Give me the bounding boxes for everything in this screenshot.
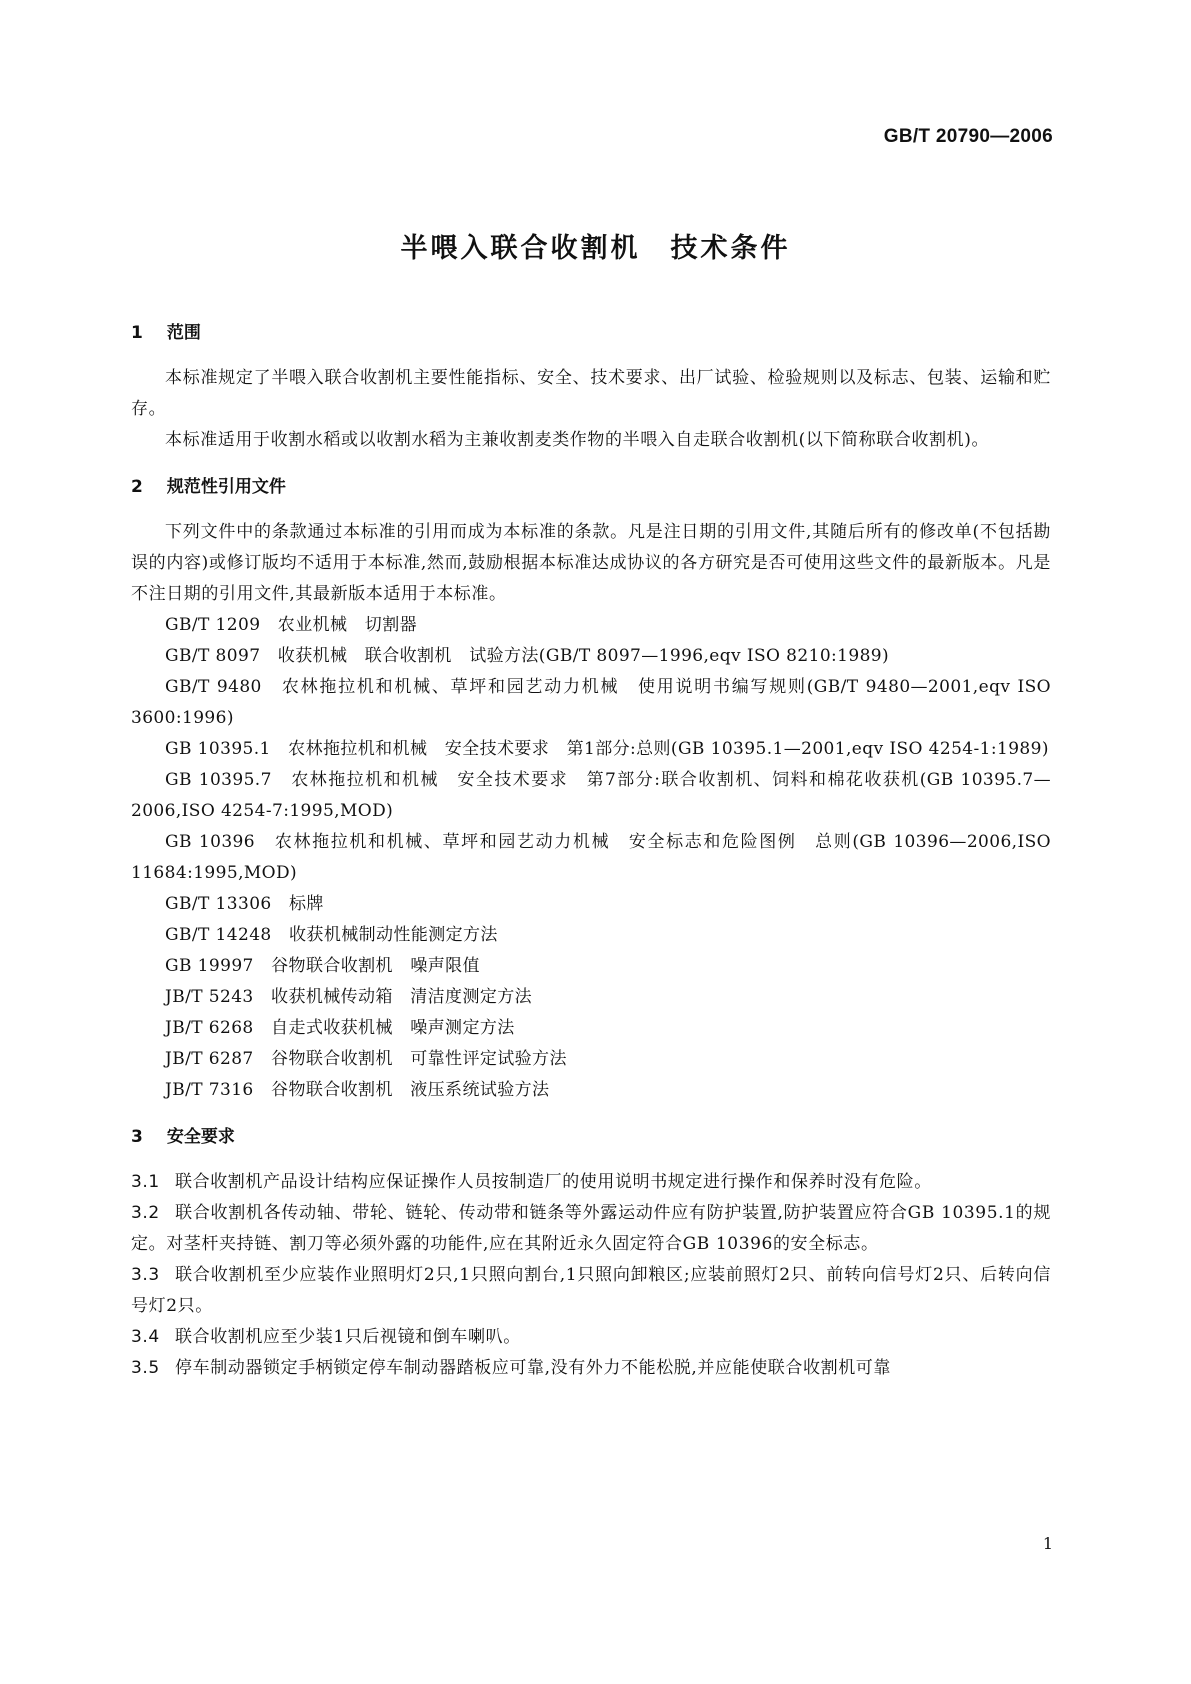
clause-3-4 xyxy=(131,1322,1051,1353)
scope-paragraph: 本标准规定了半喂入联合收割机主要性能指标、安全、技术要求、出厂试验、检验规则以及标志、包装、运输和贮存。 xyxy=(131,368,1051,419)
references-intro: 下列文件中的条款通过本标准的引用而成为本标准的条款。凡是注日期的引用文件,其随后所有的修改单(不包括勘误的内容)或修订版均不适用于本标准,然而,鼓励根据本标准达成协议的各方研究是否可使用这些文件的最新版本。凡是不注日期的引用文件,其最新版本适用于本标准。 xyxy=(131,522,1051,604)
reference-item: GB/T 13306 标牌 xyxy=(165,894,324,914)
clause-3-2 xyxy=(131,1198,1051,1260)
reference-item: GB/T 14248 收获机械制动性能测定方法 xyxy=(165,925,498,945)
clause-text: 停车制动器锁定手柄锁定停车制动器踏板应可靠,没有外力不能松脱,并应能使联合收割机可靠 xyxy=(175,1358,892,1378)
reference-item: GB 10395.7 农林拖拉机和机械 安全技术要求 第7部分:联合收割机、饲料和棉花收获机(GB 10395.7—2006,ISO 4254-7:1995,MOD) xyxy=(131,770,1051,821)
clause-3-5 xyxy=(131,1353,1051,1384)
reference-item: GB/T 1209 农业机械 切割器 xyxy=(165,615,418,635)
section-number: 1 xyxy=(131,323,143,343)
clause-3-1 xyxy=(131,1167,1051,1198)
reference-item: JB/T 5243 收获机械传动箱 清洁度测定方法 xyxy=(165,987,533,1007)
document-title: 半喂入联合收割机 技术条件 xyxy=(400,233,791,264)
page-number: 1 xyxy=(1042,1534,1053,1553)
clause-number: 3.3 xyxy=(131,1265,160,1285)
document-body xyxy=(131,318,1051,1384)
clause-number: 3.1 xyxy=(131,1172,160,1192)
standard-code: GB/T 20790—2006 xyxy=(883,126,1053,147)
reference-item: GB 10396 农林拖拉机和机械、草坪和园艺动力机械 安全标志和危险图例 总则(GB 10396—2006,ISO 11684:1995,MOD) xyxy=(131,832,1051,883)
section-title: 范围 xyxy=(166,323,201,343)
section-heading-normative-references xyxy=(131,472,1051,503)
clause-text: 联合收割机应至少装1只后视镜和倒车喇叭。 xyxy=(175,1327,521,1347)
section-heading-scope xyxy=(131,318,1051,349)
section-number: 3 xyxy=(131,1127,143,1147)
reference-item: JB/T 6287 谷物联合收割机 可靠性评定试验方法 xyxy=(165,1049,567,1069)
clause-text: 联合收割机各传动轴、带轮、链轮、传动带和链条等外露运动件应有防护装置,防护装置应符合GB 10395.1的规定。对茎杆夹持链、割刀等必须外露的功能件,应在其附近永久固定符合GB 10396的安全标志。 xyxy=(131,1203,1051,1254)
reference-item: GB/T 9480 农林拖拉机和机械、草坪和园艺动力机械 使用说明书编写规则(GB/T 9480—2001,eqv ISO 3600:1996) xyxy=(131,677,1051,728)
clause-number: 3.5 xyxy=(131,1358,160,1378)
reference-item: GB 10395.1 农林拖拉机和机械 安全技术要求 第1部分:总则(GB 10395.1—2001,eqv ISO 4254-1:1989) xyxy=(165,739,1049,759)
reference-item: GB 19997 谷物联合收割机 噪声限值 xyxy=(165,956,480,976)
clause-text: 联合收割机产品设计结构应保证操作人员按制造厂的使用说明书规定进行操作和保养时没有危险。 xyxy=(175,1172,932,1192)
clause-number: 3.2 xyxy=(131,1203,160,1223)
reference-item: JB/T 6268 自走式收获机械 噪声测定方法 xyxy=(165,1018,515,1038)
scope-paragraph: 本标准适用于收割水稻或以收割水稻为主兼收割麦类作物的半喂入自走联合收割机(以下简称联合收割机)。 xyxy=(165,430,990,450)
reference-item: JB/T 7316 谷物联合收割机 液压系统试验方法 xyxy=(165,1080,550,1100)
clause-3-3 xyxy=(131,1260,1051,1322)
section-heading-safety-requirements xyxy=(131,1122,1051,1153)
reference-item: GB/T 8097 收获机械 联合收割机 试验方法(GB/T 8097—1996,eqv ISO 8210:1989) xyxy=(165,646,890,666)
section-title: 规范性引用文件 xyxy=(166,477,286,497)
clause-text: 联合收割机至少应装作业照明灯2只,1只照向割台,1只照向卸粮区;应装前照灯2只、前转向信号灯2只、后转向信号灯2只。 xyxy=(131,1265,1051,1316)
section-title: 安全要求 xyxy=(166,1127,235,1147)
section-number: 2 xyxy=(131,477,143,497)
clause-number: 3.4 xyxy=(131,1327,160,1347)
